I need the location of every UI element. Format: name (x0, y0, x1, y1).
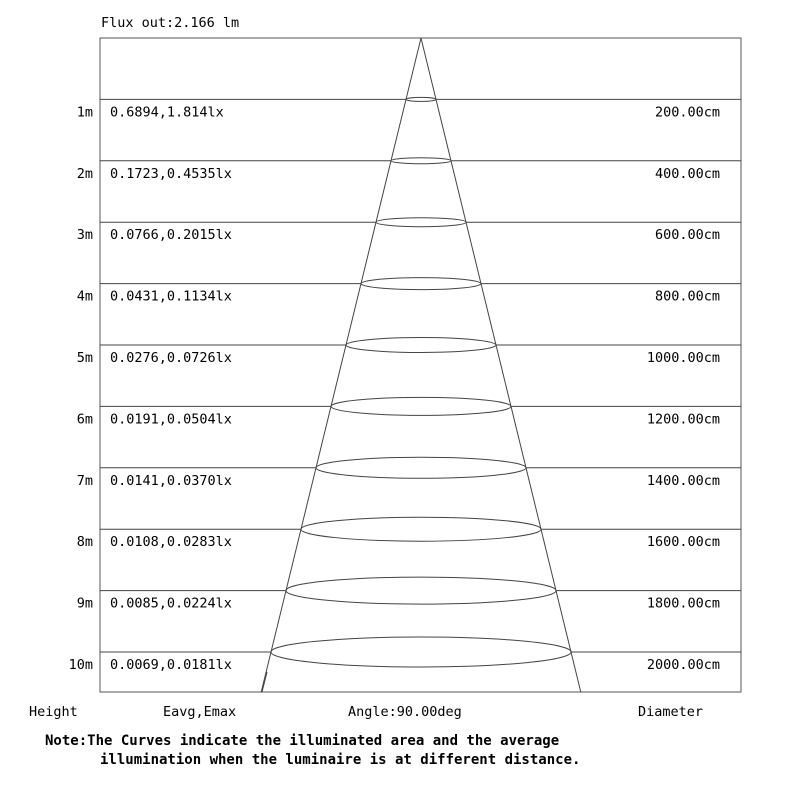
diameter-value: 400.00cm (654, 165, 720, 182)
diameter-value: 2000.00cm (646, 657, 720, 673)
diameter-value: 1600.00cm (646, 534, 720, 551)
height-tick-label: 2m (76, 165, 93, 182)
eavg-emax-value: 0.0191,0.0504lx (110, 411, 232, 428)
illuminated-area-curve (361, 278, 481, 290)
height-tick-label: 1m (76, 104, 93, 121)
height-tick-label: 6m (76, 411, 93, 428)
illuminated-area-curve (331, 397, 511, 415)
illuminated-area-curve (346, 338, 496, 353)
leader-stroke (262, 672, 267, 692)
diameter-value: 1400.00cm (646, 472, 720, 489)
illuminated-area-curve (301, 517, 541, 541)
illuminated-area-curve (376, 218, 466, 227)
eavg-emax-value: 0.0431,0.1134lx (110, 288, 232, 305)
flux-out-label: Flux out:2.166 lm (101, 15, 240, 31)
eavg-emax-value: 0.0766,0.2015lx (110, 227, 232, 244)
note-line-1: Note:The Curves indicate the illuminated area and the average (45, 733, 560, 749)
eavg-emax-value: 0.1723,0.4535lx (110, 165, 232, 182)
cone-right-edge (421, 38, 581, 692)
illuminated-area-curve (316, 457, 526, 478)
eavg-emax-value: 0.0141,0.0370lx (110, 472, 232, 489)
diameter-axis-label: Diameter (638, 704, 704, 720)
row-dividers (100, 99, 741, 652)
cone-left-edge (261, 38, 421, 692)
height-tick-label: 5m (76, 350, 93, 366)
height-tick-label: 4m (76, 288, 93, 305)
eavg-emax-axis-label: Eavg,Emax (163, 704, 237, 720)
height-tick-label: 10m (68, 657, 93, 673)
height-tick-label: 7m (76, 472, 93, 489)
note-line-2: illumination when the luminaire is at different distance. (100, 752, 581, 768)
diameter-value: 1800.00cm (646, 595, 720, 612)
eavg-emax-value: 0.0108,0.0283lx (110, 534, 232, 551)
diameter-value: 200.00cm (654, 104, 720, 121)
height-tick-label: 9m (76, 595, 93, 612)
illuminated-area-curve (391, 158, 451, 164)
illuminated-area-curves (271, 97, 571, 667)
height-tick-label: 8m (76, 534, 93, 551)
height-axis-label: Height (29, 704, 78, 720)
diameter-value: 800.00cm (654, 288, 720, 305)
eavg-emax-value: 0.6894,1.814lx (110, 104, 224, 121)
diameter-value: 600.00cm (654, 227, 720, 244)
illuminated-area-curve (286, 577, 556, 604)
diameter-value: 1200.00cm (646, 411, 720, 428)
illuminated-area-curve (406, 97, 436, 101)
angle-label: Angle:90.00deg (348, 704, 462, 720)
eavg-emax-value: 0.0276,0.0726lx (110, 350, 232, 366)
illuminated-area-curve (271, 637, 571, 667)
diameter-value: 1000.00cm (646, 350, 720, 366)
beam-cone (261, 38, 581, 692)
eavg-emax-value: 0.0085,0.0224lx (110, 595, 232, 612)
eavg-emax-value: 0.0069,0.0181lx (110, 657, 232, 673)
height-tick-label: 3m (76, 227, 93, 244)
